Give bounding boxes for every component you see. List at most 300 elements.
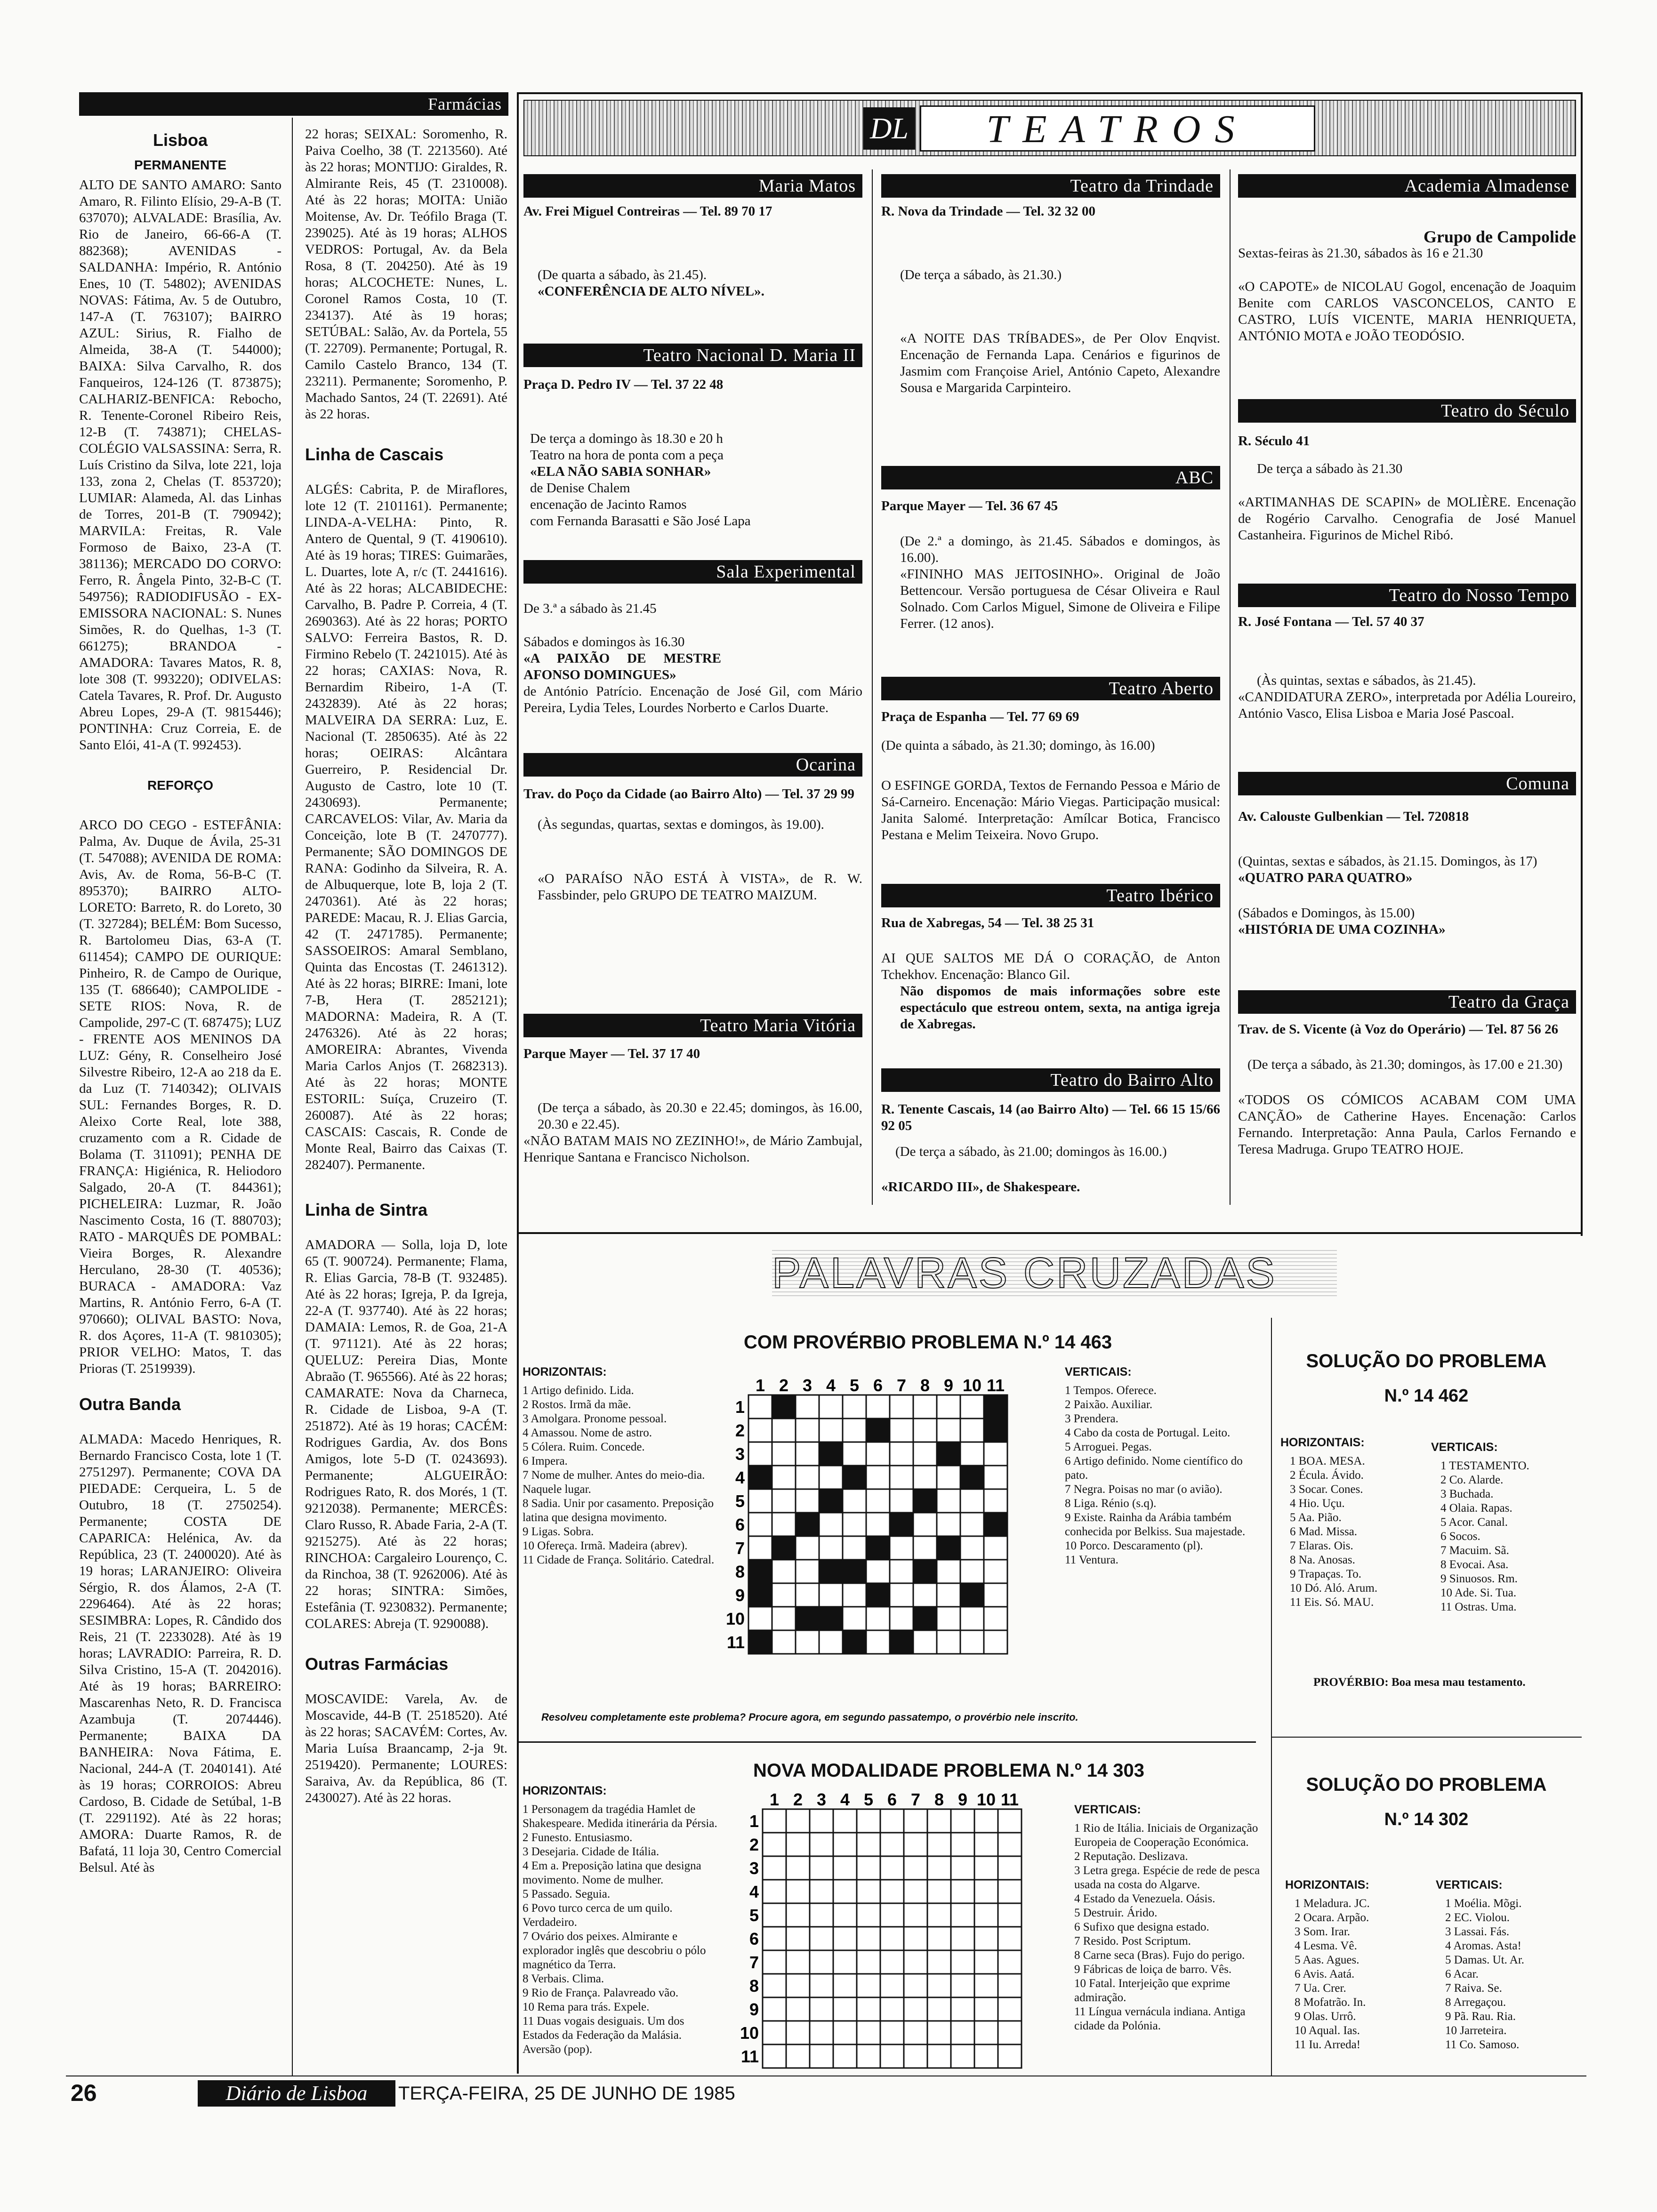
grid-cell[interactable]: [833, 1950, 857, 1974]
p2-h-list: [523, 1803, 720, 2057]
seculo-show: «ARTIMANHAS DE SCAPIN» de MOLIÈRE. Encenação de Rogério Carvalho. Cenografia de José Manuel Castanheira. Figurinos de Michel Ribó.: [1238, 495, 1576, 543]
grid-cell[interactable]: [937, 1489, 960, 1513]
grid-black-cell[interactable]: [866, 1583, 890, 1607]
grid-cell[interactable]: [927, 1997, 951, 2021]
sol1-h: [1280, 1435, 1422, 1610]
seculo-address: R. Século 41: [1238, 433, 1310, 449]
grid-cell[interactable]: [748, 1536, 772, 1560]
grid-black-cell[interactable]: [748, 1583, 772, 1607]
grid-cell[interactable]: [998, 1880, 1022, 1903]
grid-cell[interactable]: [904, 1809, 927, 1833]
grid-cell[interactable]: [786, 1880, 810, 1903]
grid-cell[interactable]: [960, 1630, 984, 1654]
grid-cell[interactable]: [960, 1419, 984, 1442]
grid-cell[interactable]: [904, 1997, 927, 2021]
grid-cell[interactable]: [857, 1997, 880, 2021]
grid-cell[interactable]: [880, 1950, 904, 1974]
nosso-tempo-show: «CANDIDATURA ZERO», interpretada por Adélia Loureiro, António Vasco, Elisa Lisboa e Maria José Pascoal.: [1238, 689, 1576, 721]
grid-cell[interactable]: [890, 1442, 913, 1466]
grid-cell[interactable]: [904, 1950, 927, 1974]
grid-cell[interactable]: [796, 1630, 819, 1654]
grid-cell[interactable]: [833, 1903, 857, 1927]
grid-black-cell[interactable]: [890, 1513, 913, 1536]
grid-cell[interactable]: [866, 1607, 890, 1630]
grid-cell[interactable]: [763, 1974, 786, 1997]
grid-black-cell[interactable]: [960, 1466, 984, 1489]
grid-cell[interactable]: [748, 1607, 772, 1630]
grid-cell[interactable]: [974, 1950, 998, 1974]
grid-cell[interactable]: [843, 1536, 866, 1560]
grid-cell[interactable]: [772, 1442, 796, 1466]
grid-cell[interactable]: [927, 1856, 951, 1880]
grid-cell[interactable]: [913, 1630, 937, 1654]
grid-black-cell[interactable]: [913, 1607, 937, 1630]
maria-matos-header: Maria Matos: [523, 174, 862, 198]
clue-item: 6 Artigo definido. Nome científico do pato.: [1065, 1455, 1243, 1482]
grid-cell[interactable]: [748, 1395, 772, 1419]
grid-cell[interactable]: [913, 1513, 937, 1536]
clue-item: 7 Negra. Poisas no mar (o avião).: [1065, 1483, 1223, 1496]
grid-cell[interactable]: [937, 1395, 960, 1419]
almadense-schedule: Sextas-feiras às 21.30, sábados às 16 e 21.30: [1238, 246, 1483, 261]
grid-cell[interactable]: [866, 1630, 890, 1654]
grid-cell[interactable]: [796, 1489, 819, 1513]
grid-cell[interactable]: [810, 1997, 833, 2021]
grid-cell[interactable]: [843, 1607, 866, 1630]
grid-black-cell[interactable]: [748, 1560, 772, 1583]
farmacias-sintra-text: AMADORA — Solla, loja D, lote 65 (T. 900724). Permanente; Flama, R. Elias Garcia, 78-B (T. 932485). Até às 22 horas; Igreja, P. da Igreja, 22-A (T. 937740). Até às 22 horas; DAMAIA: Lemos, R. de Goa, 21-A (T. 971121). Até às 22 horas; QUELUZ: Pereira Dias, Monte Abraão (T. 965566). Até às 22 horas; CAMARATE: Nova da Charneca, R. Cidade de Lisboa, 9-A (T. 251872). Até às 19 horas; CACÉM: Rodrigues Gardia, Av. dos Bons Amigos, lote 5-D (T. 0243693). Permanente; ALGUEIRÃO: Rodrigues Rato, R. dos Morés, 1 (T. 9212038). Permanente; MERCÊS: Claro Russo, R. Abade Faria, 2-A (T. 9215275). Até às 22 horas; RINCHOA: Cargaleiro Lourenço, C. da Rinchoa, 38 (T. 9262006). Até às 22 horas; SINTRA: Simões, Estefânia (T. 9230832). Permanente; COLARES: Abreja (T. 9290088).: [305, 1237, 507, 1631]
grid-row-number: 2: [735, 1421, 745, 1440]
grid-cell[interactable]: [796, 1419, 819, 1442]
grid-cell[interactable]: [960, 1513, 984, 1536]
grid-cell[interactable]: [998, 2021, 1022, 2044]
grid-cell[interactable]: [904, 1880, 927, 1903]
grid-cell[interactable]: [998, 1950, 1022, 1974]
clue-item: 8 Arregaçou.: [1445, 1996, 1506, 2009]
grid-cell[interactable]: [998, 1856, 1022, 1880]
grid-cell[interactable]: [833, 1809, 857, 1833]
grid-cell[interactable]: [880, 1927, 904, 1950]
grid-row-number: 9: [749, 2000, 759, 2019]
grid-black-cell[interactable]: [772, 1536, 796, 1560]
clue-item: 11 Duas vogais desiguais. Um dos Estados da Federação da Malásia. Aversão (pop).: [523, 2015, 684, 2056]
ocarina-address: Trav. do Poço da Cidade (ao Bairro Alto) — Tel. 37 29 99: [523, 786, 855, 801]
grid-cell[interactable]: [810, 1880, 833, 1903]
grid-cell[interactable]: [998, 1903, 1022, 1927]
grid-cell[interactable]: [880, 1833, 904, 1856]
grid-cell[interactable]: [786, 1950, 810, 1974]
grid-cell[interactable]: [927, 2044, 951, 2068]
grid-col-number: 5: [863, 1790, 874, 1809]
grid-black-cell[interactable]: [819, 1442, 843, 1466]
grid-cell[interactable]: [833, 1856, 857, 1880]
grid-cell[interactable]: [890, 1419, 913, 1442]
grid-cell[interactable]: [998, 1927, 1022, 1950]
grid-cell[interactable]: [833, 1833, 857, 1856]
grid-black-cell[interactable]: [984, 1395, 1007, 1419]
grid-cell[interactable]: [960, 1442, 984, 1466]
grid-col-number: 3: [802, 1376, 812, 1395]
grid-black-cell[interactable]: [937, 1442, 960, 1466]
grid-cell[interactable]: [763, 1903, 786, 1927]
grid-cell[interactable]: [880, 1997, 904, 2021]
problem2-horizontais: [523, 1784, 720, 2057]
clue-item: 2 Ocara. Arpão.: [1295, 1911, 1369, 1924]
p1-v-heading: VERTICAIS:: [1065, 1365, 1132, 1378]
grid-cell[interactable]: [763, 1950, 786, 1974]
grid-cell[interactable]: [890, 1395, 913, 1419]
grid-cell[interactable]: [937, 1466, 960, 1489]
grid-black-cell[interactable]: [819, 1560, 843, 1583]
grid-cell[interactable]: [913, 1466, 937, 1489]
clue-item: 7 Nome de mulher. Antes do meio-dia. Naquele lugar.: [523, 1469, 705, 1496]
grid-cell[interactable]: [960, 1395, 984, 1419]
grid-cell[interactable]: [810, 1950, 833, 1974]
grid-cell[interactable]: [857, 1927, 880, 1950]
grid-cell[interactable]: [819, 1583, 843, 1607]
grid-cell[interactable]: [904, 1974, 927, 1997]
grid-cell[interactable]: [951, 1997, 974, 2021]
grid-cell[interactable]: [786, 2044, 810, 2068]
grid-cell[interactable]: [984, 1466, 1007, 1489]
grid-cell[interactable]: [866, 1513, 890, 1536]
grid-cell[interactable]: [786, 1809, 810, 1833]
puzzle-divider: [517, 1741, 1256, 1743]
graca-address: Trav. de S. Vicente (à Voz do Operário) — Tel. 87 56 26: [1238, 1022, 1559, 1037]
grid-cell[interactable]: [974, 1927, 998, 1950]
almadense-body: [1238, 207, 1576, 377]
grid-cell[interactable]: [866, 1395, 890, 1419]
grid-cell[interactable]: [772, 1560, 796, 1583]
grid-cell[interactable]: [951, 1950, 974, 1974]
clue-item: 10 Ade. Si. Tua.: [1440, 1587, 1517, 1599]
abc-address: Parque Mayer — Tel. 36 67 45: [881, 498, 1058, 513]
clue-item: 11 Língua vernácula indiana. Antiga cidade da Polónia.: [1074, 2005, 1246, 2032]
grid-cell[interactable]: [748, 1513, 772, 1536]
grid-cell[interactable]: [866, 1466, 890, 1489]
farmacias-lisboa-text: ALTO DE SANTO AMARO: Santo Amaro, R. Filinto Elísio, 29-A-B (T. 637070); ALVALADE: Brasília, Av. Rio de Janeiro, 66-66-A (T. 882368); AVENIDAS - SALDANHA: Império, R. António Enes, 10 (T. 54802); AVENIDAS NOVAS: Fátima, Av. 5 de Outubro, 147-A (T. 763107); BAIRRO AZUL: Sirius, R. Fialho de Almeida, 38-A (T. 544000); BAIXA: Silva Carvalho, R. dos Fanqueiros, 124-126 (T. 873875); CALHARIZ-BENFICA: Rebocho, R. Tenente-Coronel Ribeiro Reis, 12-B (T. 743871); CHELAS-COLÉGIO VALSASSINA: Serra, R. Luís Cristino da Silva, lote 221, loja 133, zona 2, Chelas (T. 853720); LUMIAR: Alameda, Al. das Linhas de Torres, 201-B (T. 790942); MARVILA: Freitas, R. Vale Formoso de Baixo, 23-A (T. 381136); MERCADO DO CORVO: Ferro, R. Ângela Pinto, 32-B-C (T. 549756); RADIODIFUSÃO - EX-EMISSORA NACIONAL: S. Nunes Simões, R. do Quelhas, 1-3 (T. 661275); BRANDOA - AMADORA: Tavares Matos, R. 8, lote 308 (T. 993220); ODIVELAS: Catela Tavares, R. Prof. Dr. Augusto Abreu Lopes, 29-A (T. 9815446); PONTINHA: Cruz Correia, E. de Santo Elói, 41-A (T. 992453).: [79, 177, 282, 753]
grid-cell[interactable]: [998, 1833, 1022, 1856]
clue-item: 11 Ventura.: [1065, 1554, 1118, 1566]
grid-cell[interactable]: [927, 1833, 951, 1856]
grid-col-number: 9: [957, 1790, 968, 1809]
grid-black-cell[interactable]: [796, 1607, 819, 1630]
grid-cell[interactable]: [857, 2021, 880, 2044]
grid-cell[interactable]: [772, 1489, 796, 1513]
grid-cell[interactable]: [843, 1513, 866, 1536]
grid-cell[interactable]: [819, 1466, 843, 1489]
grid-cell[interactable]: [786, 1927, 810, 1950]
paper-name: Diário de Lisboa: [198, 2080, 395, 2107]
grid-cell[interactable]: [984, 1630, 1007, 1654]
grid-cell[interactable]: [913, 1419, 937, 1442]
grid-cell[interactable]: [796, 1583, 819, 1607]
grid-cell[interactable]: [880, 2021, 904, 2044]
farmacias-header: Farmácias: [79, 92, 508, 116]
grid-cell[interactable]: [772, 1513, 796, 1536]
grid-cell[interactable]: [857, 1880, 880, 1903]
grid-cell[interactable]: [937, 1583, 960, 1607]
clue-item: 8 Na. Anosas.: [1290, 1554, 1355, 1566]
grid-cell[interactable]: [951, 1974, 974, 1997]
solution2-box: [1276, 1760, 1577, 2090]
grid-cell[interactable]: [763, 2044, 786, 2068]
grid-cell[interactable]: [951, 1927, 974, 1950]
grid-cell[interactable]: [974, 2044, 998, 2068]
grid-cell[interactable]: [880, 2044, 904, 2068]
grid-cell[interactable]: [904, 1856, 927, 1880]
grid-cell[interactable]: [913, 1395, 937, 1419]
grid-cell[interactable]: [819, 1419, 843, 1442]
grid-row-number: 10: [740, 2023, 759, 2043]
grid-cell[interactable]: [763, 1997, 786, 2021]
grid-cell[interactable]: [937, 1419, 960, 1442]
grid-cell[interactable]: [833, 1927, 857, 1950]
nosso-tempo-body: [1238, 614, 1576, 755]
grid-cell[interactable]: [810, 1856, 833, 1880]
grid-cell[interactable]: [904, 1833, 927, 1856]
grid-cell[interactable]: [913, 1442, 937, 1466]
grid-cell[interactable]: [843, 1489, 866, 1513]
grid-cell[interactable]: [819, 1536, 843, 1560]
grid-cell[interactable]: [748, 1419, 772, 1442]
grid-cell[interactable]: [857, 1856, 880, 1880]
grid-cell[interactable]: [857, 1833, 880, 1856]
grid-cell[interactable]: [984, 1607, 1007, 1630]
grid-cell[interactable]: [974, 1856, 998, 1880]
grid-cell[interactable]: [984, 1536, 1007, 1560]
grid-cell[interactable]: [974, 1833, 998, 1856]
grid-cell[interactable]: [880, 1809, 904, 1833]
grid-cell[interactable]: [927, 1809, 951, 1833]
grid-cell[interactable]: [833, 2021, 857, 2044]
outras-title: Outras Farmácias: [305, 1654, 449, 1674]
grid-cell[interactable]: [960, 1489, 984, 1513]
grid-cell[interactable]: [810, 1903, 833, 1927]
grid-cell[interactable]: [927, 1950, 951, 1974]
grid-cell[interactable]: [763, 1833, 786, 1856]
grid-cell[interactable]: [843, 1419, 866, 1442]
grid-cell[interactable]: [833, 1997, 857, 2021]
grid-cell[interactable]: [843, 1442, 866, 1466]
grid-cell[interactable]: [998, 1974, 1022, 1997]
grid-row-number: 11: [726, 1633, 745, 1652]
grid-cell[interactable]: [786, 1833, 810, 1856]
grid-cell[interactable]: [857, 1974, 880, 1997]
grid-cell[interactable]: [819, 1395, 843, 1419]
grid-cell[interactable]: [984, 1442, 1007, 1466]
grid-cell[interactable]: [810, 2021, 833, 2044]
grid-black-cell[interactable]: [796, 1513, 819, 1536]
sol1-number: N.º 14 462: [1384, 1386, 1469, 1406]
grid-cell[interactable]: [927, 1903, 951, 1927]
grid-black-cell[interactable]: [843, 1466, 866, 1489]
grid-black-cell[interactable]: [772, 1395, 796, 1419]
grid-cell[interactable]: [974, 2021, 998, 2044]
grid-black-cell[interactable]: [937, 1536, 960, 1560]
grid-cell[interactable]: [810, 1833, 833, 1856]
grid-cell[interactable]: [904, 1903, 927, 1927]
grid-cell[interactable]: [960, 1536, 984, 1560]
grid-cell[interactable]: [833, 1880, 857, 1903]
teatros-bottom-border: [517, 1232, 1583, 1234]
grid-cell[interactable]: [796, 1560, 819, 1583]
grid-cell[interactable]: [984, 1560, 1007, 1583]
grid-cell[interactable]: [880, 1856, 904, 1880]
grid-cell[interactable]: [786, 1856, 810, 1880]
grid-cell[interactable]: [796, 1395, 819, 1419]
clue-item: 2 Paixão. Auxiliar.: [1065, 1398, 1153, 1411]
grid-cell[interactable]: [890, 1607, 913, 1630]
grid-cell[interactable]: [904, 1927, 927, 1950]
grid-cell[interactable]: [974, 1903, 998, 1927]
problem1-footer: Resolveu completamente este problema? Procure agora, em segundo passatempo, o provérbio nele inscrito.: [541, 1711, 1078, 1723]
grid-black-cell[interactable]: [748, 1630, 772, 1654]
graca-show: «TODOS OS CÓMICOS ACABAM COM UMA CANÇÃO» de Catherine Hayes. Encenação: Carlos Fernando. Interpretação: Anna Paula, Carlos Fernando e Teresa Madruga. Grupo TEATRO HOJE.: [1238, 1092, 1576, 1157]
grid-cell[interactable]: [819, 1513, 843, 1536]
grid-cell[interactable]: [951, 2021, 974, 2044]
grid-cell[interactable]: [984, 1489, 1007, 1513]
grid-cell[interactable]: [937, 1513, 960, 1536]
grid-black-cell[interactable]: [913, 1489, 937, 1513]
grid-cell[interactable]: [880, 1974, 904, 1997]
grid-cell[interactable]: [857, 1950, 880, 1974]
grid-cell[interactable]: [937, 1607, 960, 1630]
grid-cell[interactable]: [786, 1903, 810, 1927]
clue-item: 2 Écula. Ávido.: [1290, 1469, 1364, 1482]
clue-item: 1 Tempos. Oferece.: [1065, 1384, 1157, 1397]
grid-cell[interactable]: [880, 1903, 904, 1927]
crossword-grid-1: [720, 1374, 1059, 1671]
grid-cell[interactable]: [890, 1466, 913, 1489]
grid-cell[interactable]: [866, 1489, 890, 1513]
grid-cell[interactable]: [913, 1583, 937, 1607]
grid-cell[interactable]: [772, 1466, 796, 1489]
grid-black-cell[interactable]: [866, 1536, 890, 1560]
grid-cell[interactable]: [927, 1974, 951, 1997]
grid-cell[interactable]: [974, 1974, 998, 1997]
grid-cell[interactable]: [796, 1466, 819, 1489]
grid-cell[interactable]: [748, 1489, 772, 1513]
grid-cell[interactable]: [796, 1536, 819, 1560]
grid-cell[interactable]: [772, 1419, 796, 1442]
maria-vitoria-body: [523, 1046, 862, 1215]
grid-cell[interactable]: [880, 1880, 904, 1903]
grid-cell[interactable]: [819, 1630, 843, 1654]
grid-black-cell[interactable]: [866, 1419, 890, 1442]
grid-black-cell[interactable]: [960, 1583, 984, 1607]
grid-cell[interactable]: [951, 1833, 974, 1856]
grid-cell[interactable]: [904, 2044, 927, 2068]
grid-black-cell[interactable]: [984, 1513, 1007, 1536]
grid-cell[interactable]: [974, 1880, 998, 1903]
grid-cell[interactable]: [937, 1560, 960, 1583]
grid-cell[interactable]: [927, 1927, 951, 1950]
grid-cell[interactable]: [857, 1809, 880, 1833]
bairro-alto-header: Teatro do Bairro Alto: [881, 1068, 1220, 1092]
grid-black-cell[interactable]: [748, 1466, 772, 1489]
grid-cell[interactable]: [763, 1880, 786, 1903]
grid-cell[interactable]: [960, 1607, 984, 1630]
grid-cell[interactable]: [866, 1442, 890, 1466]
grid-cell[interactable]: [810, 1974, 833, 1997]
grid-cell[interactable]: [810, 2044, 833, 2068]
grid-cell[interactable]: [984, 1583, 1007, 1607]
grid-cell[interactable]: [998, 1997, 1022, 2021]
grid-cell[interactable]: [786, 1997, 810, 2021]
farmacias-col1: [79, 126, 282, 2079]
dmaria-header: Teatro Nacional D. Maria II: [523, 344, 862, 367]
grid-cell[interactable]: [927, 2021, 951, 2044]
grid-cell[interactable]: [748, 1442, 772, 1466]
grid-cell[interactable]: [890, 1583, 913, 1607]
grid-row-number: 1: [735, 1397, 745, 1417]
grid-cell[interactable]: [913, 1536, 937, 1560]
grid-cell[interactable]: [772, 1583, 796, 1607]
grid-cell[interactable]: [951, 1903, 974, 1927]
clue-item: 11 Cidade de França. Solitário. Catedral.: [523, 1554, 715, 1566]
sala-exp-line3: «A PAIXÃO DE MESTRE AFONSO DOMINGUES»: [523, 651, 721, 682]
grid-cell[interactable]: [772, 1607, 796, 1630]
grid-cell[interactable]: [951, 1809, 974, 1833]
grid-black-cell[interactable]: [984, 1419, 1007, 1442]
grid-black-cell[interactable]: [890, 1630, 913, 1654]
grid-black-cell[interactable]: [843, 1630, 866, 1654]
grid-cell[interactable]: [890, 1536, 913, 1560]
grid-cell[interactable]: [763, 1809, 786, 1833]
grid-black-cell[interactable]: [819, 1607, 843, 1630]
grid-cell[interactable]: [998, 2044, 1022, 2068]
grid-cell[interactable]: [786, 1974, 810, 1997]
graca-header: Teatro da Graça: [1238, 990, 1576, 1014]
grid-cell[interactable]: [890, 1560, 913, 1583]
aberto-schedule: (De quinta a sábado, às 21.30; domingo, às 16.00): [881, 738, 1155, 753]
grid-cell[interactable]: [810, 1927, 833, 1950]
grid-black-cell[interactable]: [819, 1489, 843, 1513]
grid-cell[interactable]: [763, 1856, 786, 1880]
grid-cell[interactable]: [927, 1880, 951, 1903]
grid-black-cell[interactable]: [913, 1560, 937, 1583]
grid-col-number: 2: [779, 1376, 789, 1395]
grid-cell[interactable]: [937, 1630, 960, 1654]
grid-black-cell[interactable]: [843, 1560, 866, 1583]
grid-cell[interactable]: [998, 1809, 1022, 1833]
grid-cell[interactable]: [974, 1997, 998, 2021]
grid-cell[interactable]: [833, 1974, 857, 1997]
grid-cell[interactable]: [974, 1809, 998, 1833]
grid-cell[interactable]: [843, 1583, 866, 1607]
grid-cell[interactable]: [960, 1560, 984, 1583]
grid-col-number: 11: [986, 1376, 1005, 1395]
grid-cell[interactable]: [857, 2044, 880, 2068]
grid-cell[interactable]: [951, 2044, 974, 2068]
grid-cell[interactable]: [763, 2021, 786, 2044]
grid-cell[interactable]: [763, 1927, 786, 1950]
grid-cell[interactable]: [951, 1856, 974, 1880]
clue-item: 7 Resido. Post Scriptum.: [1074, 1935, 1191, 1948]
grid-cell[interactable]: [904, 2021, 927, 2044]
grid-cell[interactable]: [951, 1880, 974, 1903]
grid-cell[interactable]: [890, 1489, 913, 1513]
grid-cell[interactable]: [857, 1903, 880, 1927]
grid-cell[interactable]: [786, 2021, 810, 2044]
grid-cell[interactable]: [833, 2044, 857, 2068]
grid-cell[interactable]: [866, 1560, 890, 1583]
grid-cell[interactable]: [843, 1395, 866, 1419]
grid-cell[interactable]: [796, 1442, 819, 1466]
grid-cell[interactable]: [772, 1630, 796, 1654]
grid-cell[interactable]: [810, 1809, 833, 1833]
